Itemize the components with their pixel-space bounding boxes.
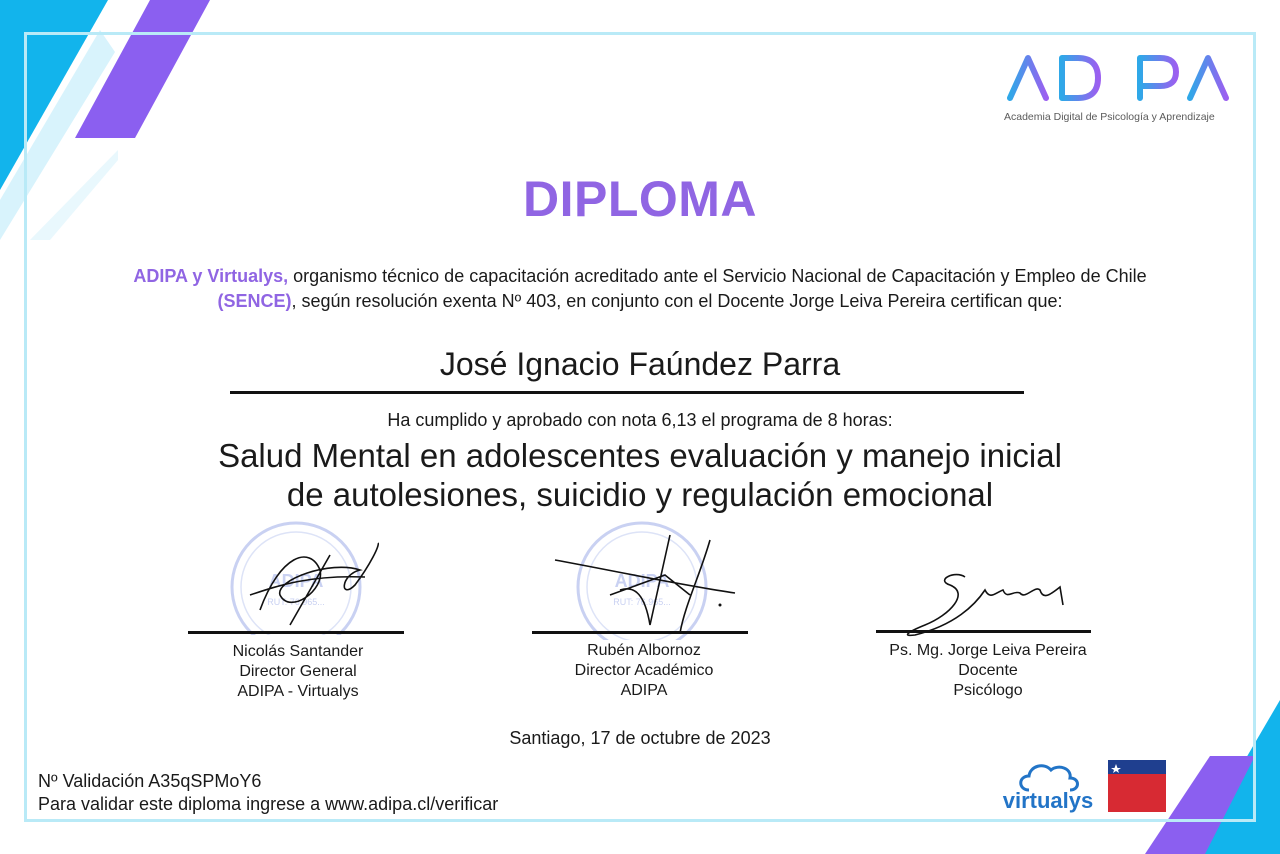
stamp-rut-1: RUT: 76.965... (267, 597, 325, 607)
adipa-logo (1000, 48, 1240, 108)
signatory-1 (188, 642, 408, 702)
signature-line-1 (188, 631, 404, 634)
signatory-3 (878, 641, 1098, 701)
recipient-underline (230, 391, 1024, 394)
course-title-line-1: Salud Mental en adolescentes evaluación y manejo inicial (218, 437, 1062, 474)
stamp-text-1: ADIPA (268, 571, 324, 591)
stamp-rut-2: RUT: 76.965... (613, 597, 671, 607)
signatory-2 (534, 641, 754, 701)
virtualys-logo (996, 760, 1100, 816)
signatory-2-org: ADIPA (620, 682, 668, 699)
signatory-1-name: Nicolás Santander (232, 643, 364, 660)
signatory-3-org: Psicólogo (953, 682, 1023, 699)
signature-line-2 (532, 631, 748, 634)
ministry-logo (1108, 760, 1166, 812)
org-name: ADIPA y Virtualys, (133, 266, 289, 286)
diploma-title: DIPLOMA (522, 171, 758, 227)
signature-2 (550, 515, 750, 640)
signature-1 (220, 515, 400, 635)
validation-code: Nº Validación A35qSPMoY6 (38, 771, 262, 791)
signatory-3-name: Ps. Mg. Jorge Leiva Pereira (889, 642, 1087, 659)
recipient-name: José Ignacio Faúndez Parra (439, 346, 841, 382)
issue-date: Santiago, 17 de octubre de 2023 (509, 728, 771, 748)
validation-info (38, 770, 498, 816)
signatory-2-role: Director Académico (574, 662, 714, 679)
logo-subtitle: Academia Digital de Psicología y Aprendizaje (1004, 111, 1215, 123)
sence-label: (SENCE) (217, 291, 292, 311)
signatory-1-org: ADIPA - Virtualys (237, 683, 359, 700)
course-title-line-2: de autolesiones, suicidio y regulación emocional (286, 476, 994, 513)
grade-line: Ha cumplido y aprobado con nota 6,13 el programa de 8 horas: (387, 410, 893, 430)
stamp-text-2: ADIPA (614, 571, 670, 591)
intro-paragraph (100, 264, 1180, 314)
signatory-1-role: Director General (239, 663, 357, 680)
signatory-3-role: Docente (958, 662, 1018, 679)
signature-line-3 (876, 630, 1091, 633)
intro-text-2: , según resolución exenta Nº 403, en conjunto con el Docente Jorge Leiva Pereira certifican que: (291, 291, 1063, 311)
course-title (140, 436, 1140, 514)
validation-url[interactable]: Para validar este diploma ingrese a www.adipa.cl/verificar (38, 794, 499, 814)
virtualys-wordmark: virtualys (1002, 788, 1094, 813)
signature-3 (895, 565, 1075, 645)
signatory-2-name: Rubén Albornoz (587, 642, 701, 659)
intro-text-1: organismo técnico de capacitación acreditado ante el Servicio Nacional de Capacitación y Empleo de Chile (288, 266, 1147, 286)
